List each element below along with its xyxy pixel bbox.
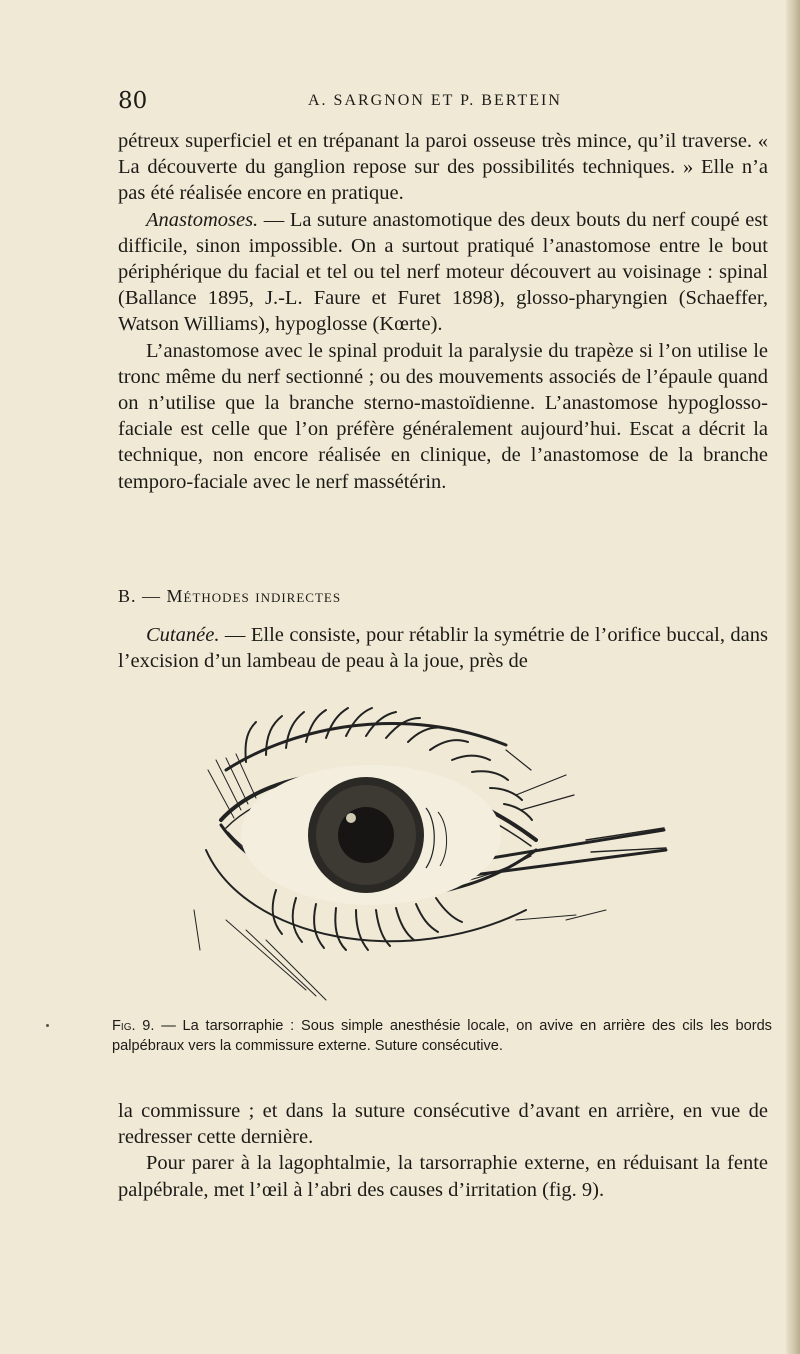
section-heading [118,586,341,607]
page-edge [786,0,800,1354]
caption-text [112,1016,772,1056]
paragraph: Pour parer à la lagophtalmie, la tarsorraphie externe, en réduisant la fente palpébrale, met l’œil à l’abri des causes d’irritation (fig. 9). [118,1152,768,1201]
header-authors: A. SARGNON ET P. BERTEIN [308,92,562,109]
section-prefix: B. — [118,586,167,606]
paragraph: pétreux superficiel et en trépanant la paroi osseuse très mince, qu’il traverse. « La découverte du ganglion repose sur des possibilités techniques. » Elle n’a pas été réalisée encore en pratique. [118,130,768,205]
paragraph-text: — Elle consiste, pour rétablir la symétrie de l’orifice buccal, dans l’excision d’un lambeau de peau à la joue, près de [118,624,768,673]
text-block-middle [118,622,768,674]
running-head [118,88,778,118]
paragraph: L’anastomose avec le spinal produit la paralysie du trapèze si l’on utilise le tronc même du nerf sectionné ; ou des mouvements associés de l’épaule quand on n’utilise que la branche sterno-mastoïdienne. L’anastomose hypoglosso-faciale est celle que l’on préfère généralement aujourd’hui. Escat a décrit la technique, non encore réalisée en clinique, de l’anastomose de la branche temporo-faciale avec le nerf massétérin. [118,339,768,493]
run-in-heading: Anastomoses. [146,208,259,231]
paragraph-anastomoses [118,207,768,338]
text-block-lower [118,1098,768,1203]
figure-caption [112,1016,772,1056]
paragraph-cutanee [118,622,768,674]
section-title: Méthodes indirectes [166,586,342,606]
page-number: 80 [118,88,148,114]
figure-label: Fig. 9. [112,1018,155,1034]
print-speck [46,1024,49,1027]
run-in-heading: Cutanée. [146,624,220,646]
text-block-upper [118,128,768,495]
paragraph: la commissure ; et dans la suture consécutive d’avant en arrière, en vue de redresser cette dernière. [118,1100,768,1149]
caption-body: — La tarsorraphie : Sous simple anesthésie locale, on avive en arrière des cils les bords palpébraux vers la commissure externe. Suture consécutive. [112,1018,772,1054]
paragraph-text: — La suture anastomotique des deux bouts du nerf coupé est difficile, sinon impossible. On a surtout pratiqué l’anastomose entre le bout périphérique du facial et tel ou tel nerf moteur découvert au voisinage : spinal (Ballance 1895, J.-L. Faure et Furet 1898), glosso-pharyngien (Schaeffer, Watson Williams), hypoglosse (Kœrte). [118,208,768,336]
figure-eye-illustration [186,700,686,1010]
eye-engraving [186,700,686,1010]
